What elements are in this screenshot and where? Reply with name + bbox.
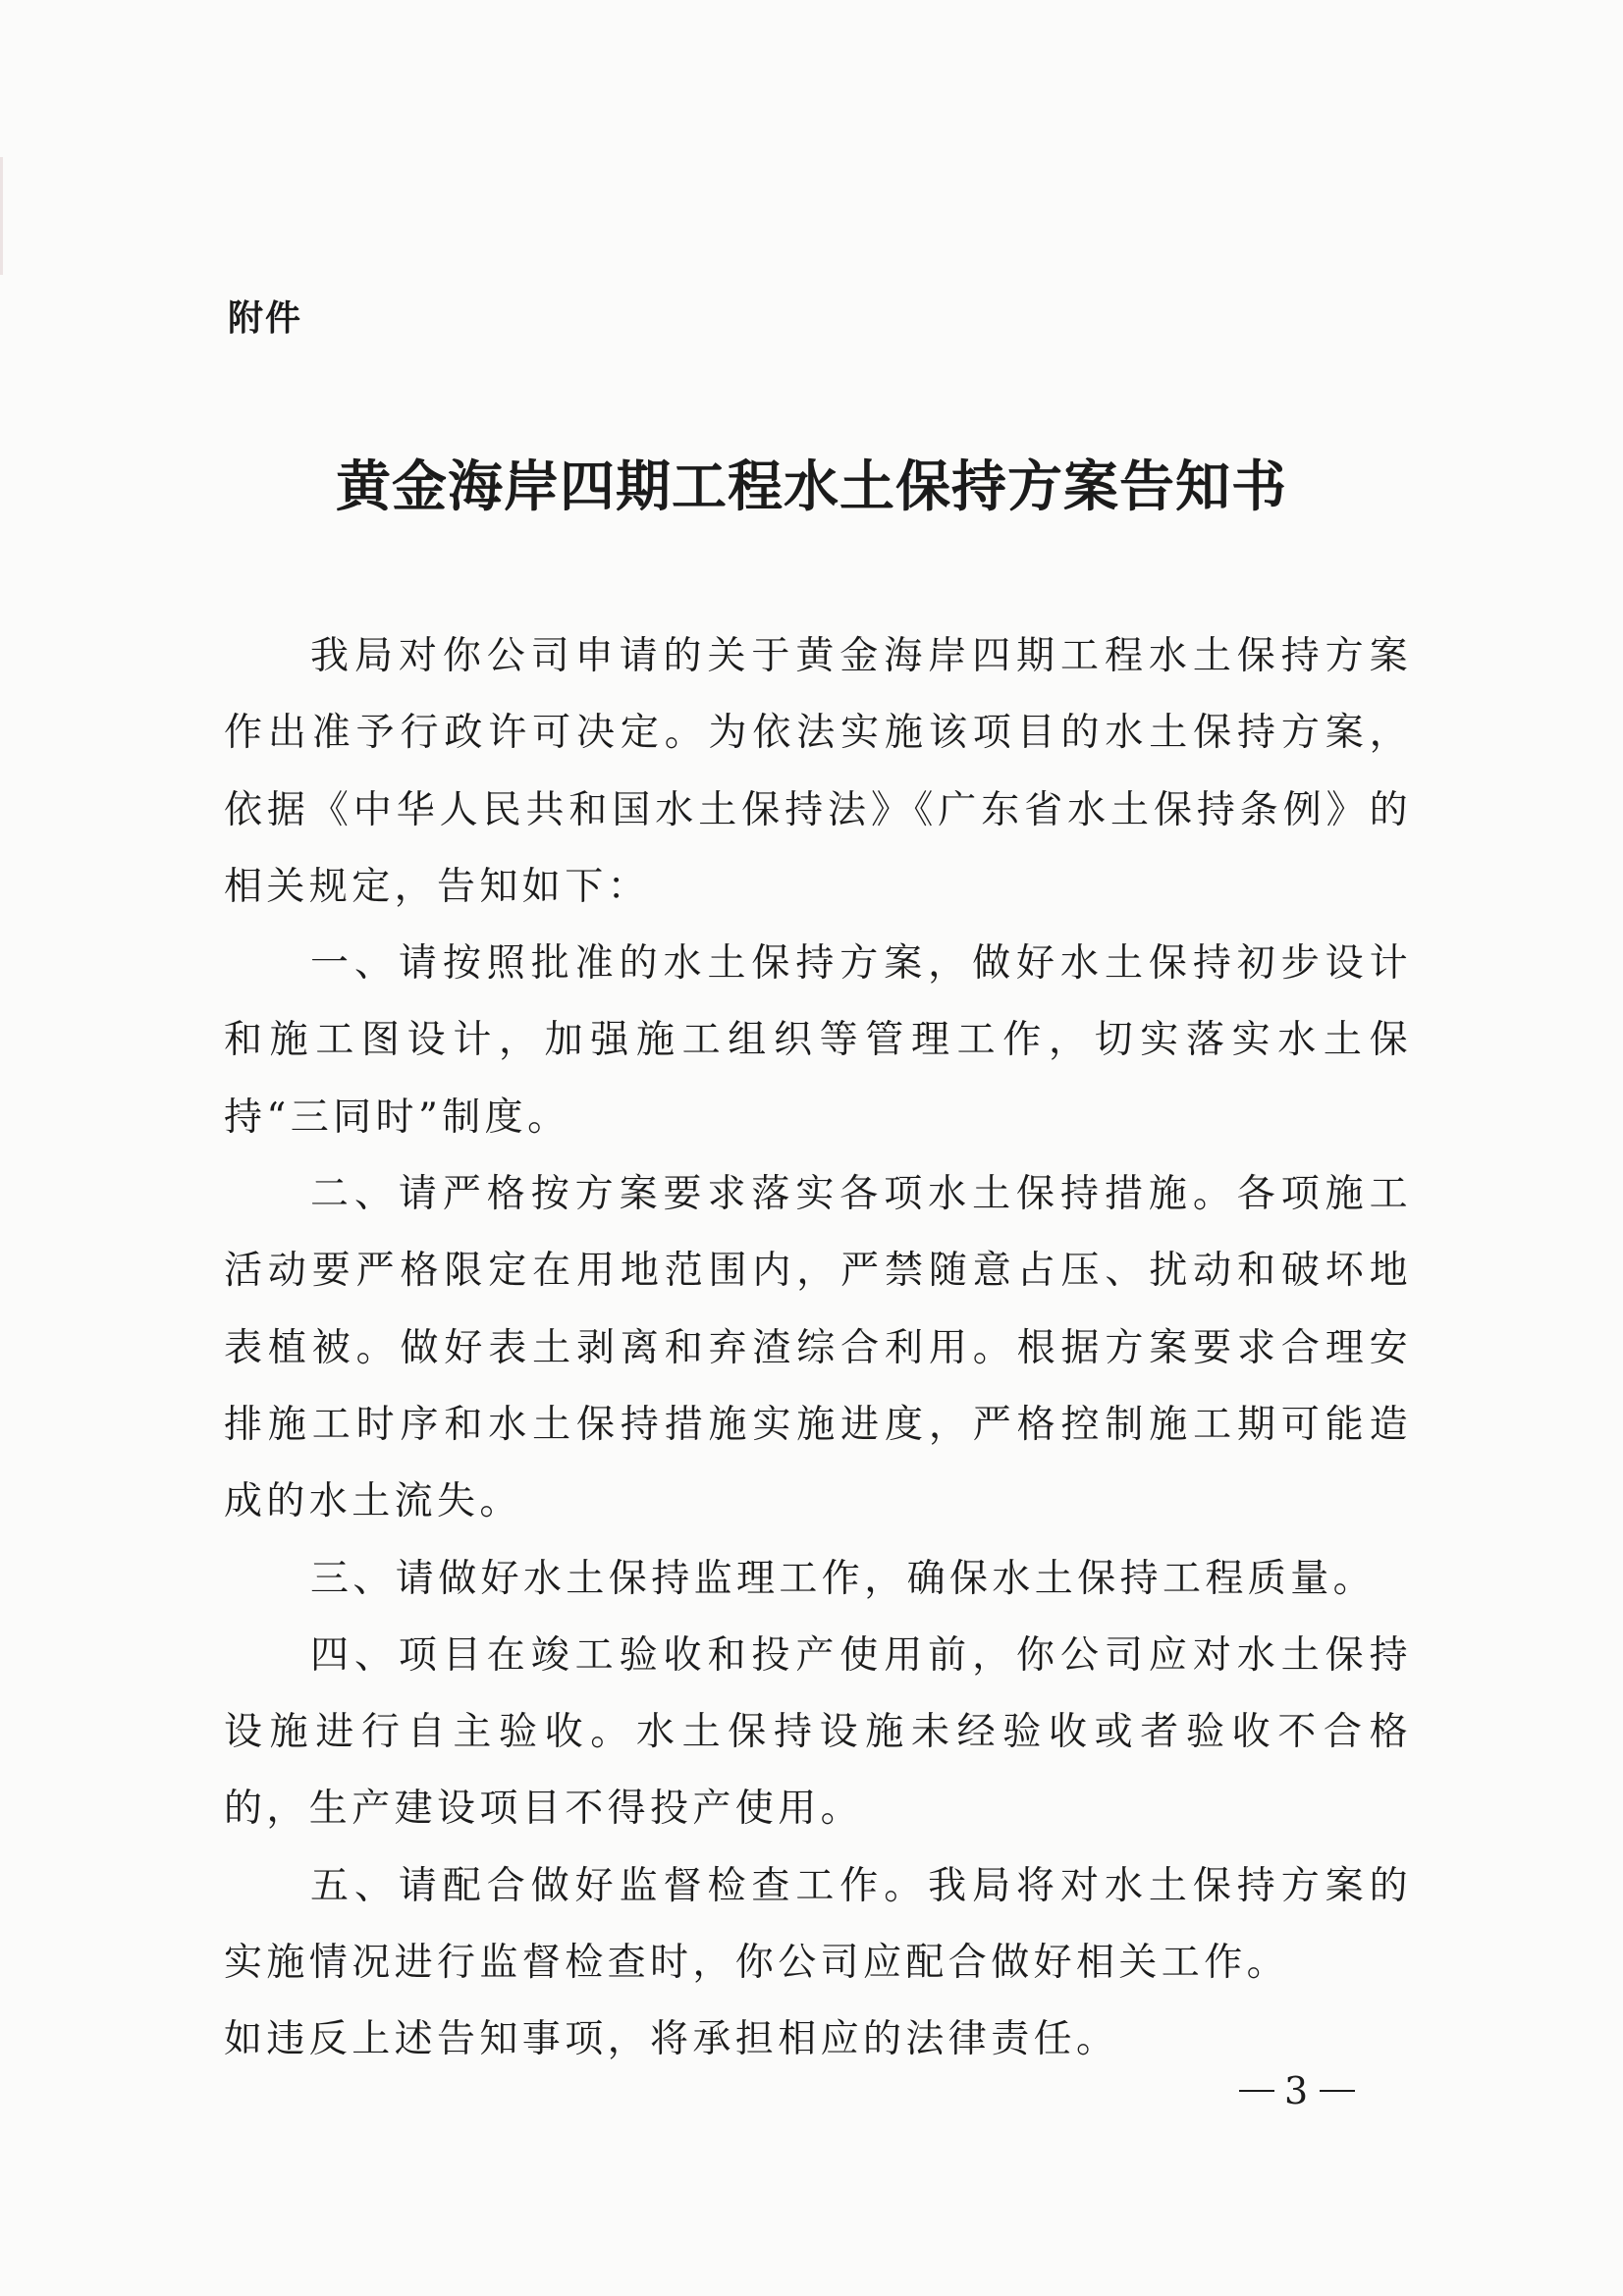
attachment-label: 附件: [228, 298, 303, 339]
paragraph-item-4: 四、项目在竣工验收和投产使用前，你公司应对水土保持设施进行自主验收。水土保持设施未经验收或者验收不合格的，生产建设项目不得投产使用。: [224, 1632, 1412, 1832]
paragraph-item-1: 一、请按照批准的水土保持方案，做好水土保持初步设计和施工图设计，加强施工组织等管理工作，切实落实水土保持“三同时”制度。: [224, 941, 1412, 1140]
page-number-value: 3: [1284, 2069, 1311, 2112]
document-body: [224, 618, 1412, 2079]
paragraph-item-5: 五、请配合做好监督检查工作。我局将对水土保持方案的实施情况进行监督检查时，你公司应配合做好相关工作。: [224, 1863, 1412, 1986]
document-title: 黄金海岸四期工程水土保持方案告知书: [336, 454, 1287, 519]
paragraph-item-2: 二、请严格按方案要求落实各项水土保持措施。各项施工活动要严格限定在用地范围内，严禁随意占压、扰动和破坏地表植被。做好表土剥离和弃渣综合利用。根据方案要求合理安排施工时序和水土保持措施实施进度，严格控制施工期可能造成的水土流失。: [224, 1172, 1412, 1524]
paragraph-closing: 如违反上述告知事项，将承担相应的法律责任。: [224, 2017, 1119, 2062]
page-number: [1239, 2069, 1355, 2112]
page-number-dash-right: [1320, 2090, 1355, 2092]
scan-edge-mark: [0, 157, 3, 275]
paragraph-item-3: 三、请做好水土保持监理工作，确保水土保持工程质量。: [310, 1556, 1377, 1601]
paragraph-intro: 我局对你公司申请的关于黄金海岸四期工程水土保持方案作出准予行政许可决定。为依法实施该项目的水土保持方案，依据《中华人民共和国水土保持法》《广东省水土保持条例》的相关规定，告知如下：: [224, 634, 1412, 909]
page-number-dash-left: [1239, 2090, 1274, 2092]
